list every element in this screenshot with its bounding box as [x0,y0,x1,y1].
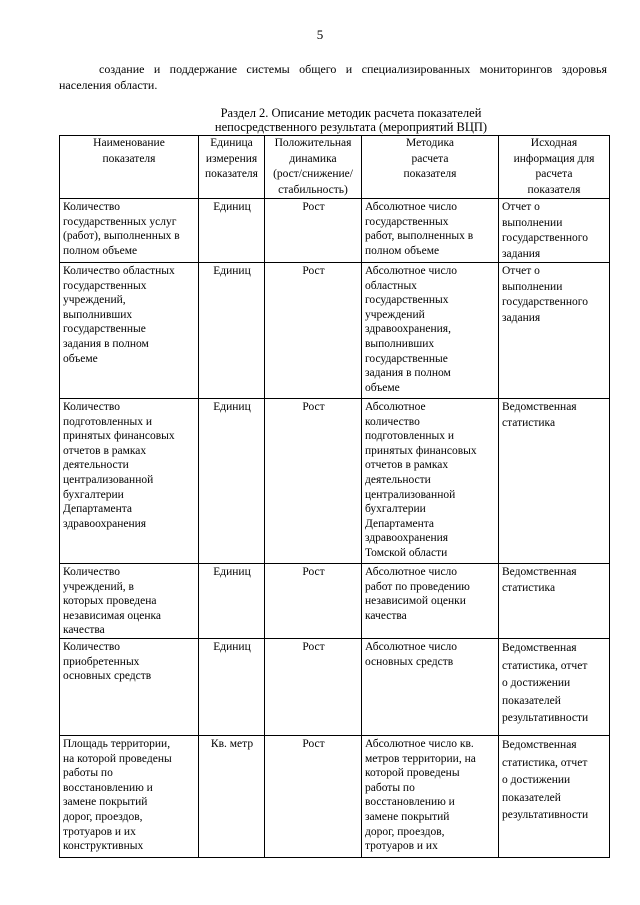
cell-text-line: Наименование [93,137,165,149]
table-row [60,263,610,399]
table-row [60,399,610,564]
cell-text-line: Абсолютное [365,401,426,413]
cell-text-line: замене покрытий [365,810,450,823]
cell-text-line: Департамента [365,517,435,530]
cell-text-line: выполнении [502,216,563,229]
cell-dynamics: Рост [265,263,362,399]
cell-text-line: объеме [365,381,400,394]
section-heading-line: Раздел 2. Описание методик расчета показателей [220,106,482,120]
cell-text-line: (работ), выполненных в [63,230,180,243]
cell-unit: Единиц [199,564,265,639]
cell-text-line: результативности [502,809,589,821]
cell-text-line: расчета [411,152,449,165]
cell-text-line: статистика, отчет [502,756,588,769]
cell-unit: Единиц [199,399,265,564]
cell-text-line: показателя [527,183,581,196]
cell-name [60,639,199,736]
cell-text-line: метров территории, на [365,752,476,765]
cell-text-line: выполнивших [365,337,435,350]
cell-text-line: Площадь территории, [63,738,171,750]
cell-text-line: информация для [513,152,595,165]
cell-text-line: тротуаров и их [63,825,136,838]
cell-text-line: независимой оценки [365,595,466,608]
cell-text-line: централизованной [63,473,154,486]
header-cell-name [60,136,199,199]
cell-method [362,736,499,858]
cell-unit: Единиц [199,263,265,399]
cell-text-line: конструктивных [63,840,144,853]
cell-text-line: полном объеме [365,244,440,257]
cell-text-line: государственных [365,294,449,307]
cell-method [362,639,499,736]
table-row [60,639,610,736]
cell-text-line: задания в полном [365,367,451,380]
cell-method [362,564,499,639]
cell-text-line: динамика [289,152,337,165]
table-row [60,199,610,263]
table-row [60,564,610,639]
cell-text-line: отчетов в рамках [365,459,449,472]
cell-text-line: восстановлению и [365,796,455,809]
cell-text-line: Департамента [63,503,133,516]
page-number: 5 [316,27,324,42]
cell-text-line: Исходная [530,137,578,149]
cell-text-line: независимая оценка [63,609,162,622]
cell-text-line: работ, выполненных в [365,230,474,243]
cell-text-line: измерения [205,152,258,165]
cell-text-line: качества [365,609,407,622]
cell-text-line: Томской области [365,546,448,559]
cell-text-line: Отчет о [502,201,540,213]
cell-dynamics: Рост [265,639,362,736]
cell-text-line: государственные [63,323,146,336]
cell-text-line: учреждений [365,308,425,321]
cell-text-line: государственных [63,279,147,292]
cell-text-line: принятых финансовых [63,430,175,443]
cell-text-line: (рост/снижение/ [273,168,353,180]
cell-text-line: здравоохранения [365,532,449,545]
cell-text-line: Абсолютное число [365,265,458,277]
indicators-table [59,135,610,858]
cell-text-line: замене покрытий [63,796,148,809]
cell-text-line: государственного [502,296,588,308]
cell-text-line: Ведомственная [502,401,577,413]
cell-text-line: здравоохранения [63,517,147,530]
cell-text-line: дорог, проездов, [365,825,445,838]
cell-method [362,263,499,399]
cell-text-line: деятельности [63,459,129,472]
cell-text-line: подготовленных и [63,415,153,428]
cell-text-line: Количество областных [63,265,175,277]
cell-text-line: статистика [502,581,556,594]
cell-dynamics: Рост [265,564,362,639]
cell-text-line: стабильность) [278,183,348,196]
cell-name [60,263,199,399]
cell-text-line: Методика [406,137,454,149]
cell-text-line: Абсолютное число [365,566,458,578]
cell-name [60,736,199,858]
cell-text-line: Ведомственная [502,642,577,654]
cell-text-line: деятельности [365,473,431,486]
cell-dynamics: Рост [265,199,362,263]
cell-text-line: основных средств [63,670,152,683]
cell-text-line: объеме [63,352,98,365]
cell-text-line: Ведомственная [502,566,577,578]
cell-text-line: централизованной [365,488,456,501]
cell-text-line: качества [63,624,105,637]
cell-dynamics: Рост [265,399,362,564]
cell-text-line: областных [365,279,417,292]
cell-text-line: приобретенных [63,655,140,668]
cell-text-line: задания [502,311,541,324]
cell-text-line: государственных [365,215,449,228]
cell-dynamics: Рост [265,736,362,858]
cell-text-line: государственного [502,232,588,244]
cell-text-line: статистика [502,416,556,429]
cell-unit: Единиц [199,639,265,736]
cell-text-line: Абсолютное число [365,641,458,653]
cell-method [362,399,499,564]
cell-source [499,564,610,639]
cell-name [60,564,199,639]
cell-text-line: бухгалтерии [63,488,124,501]
cell-method [362,199,499,263]
cell-text-line: государственные [365,352,448,365]
cell-text-line: расчета [535,168,573,180]
cell-text-line: учреждений, [63,294,126,307]
table-header-row [60,136,610,199]
cell-text-line: на которой проведены [63,752,172,765]
cell-source [499,199,610,263]
cell-text-line: бухгалтерии [365,503,426,516]
cell-text-line: здравоохранения, [365,323,451,336]
cell-text-line: показателя [205,168,258,180]
cell-source [499,639,610,736]
section-heading-line: непосредственного результата (мероприятий ВЦП) [214,120,488,134]
section-heading [0,106,640,134]
cell-text-line: Ведомственная [502,739,577,751]
cell-text-line: Абсолютное число кв. [365,738,474,750]
table-row [60,736,610,858]
cell-text-line: статистика, отчет [502,659,588,672]
cell-unit: Кв. метр [199,736,265,858]
cell-text-line: выполнивших [63,308,133,321]
cell-text-line: тротуаров и их [365,840,438,853]
cell-text-line: подготовленных и [365,430,455,443]
cell-text-line: Единица [210,137,253,149]
cell-text-line: Количество [63,201,120,213]
cell-text-line: работ по проведению [365,580,470,593]
header-cell-unit [199,136,265,199]
header-cell-dynamics [265,136,362,199]
cell-text-line: принятых финансовых [365,444,477,457]
cell-text-line: которой проведены [365,767,460,780]
cell-text-line: показателя [102,152,156,165]
cell-source [499,399,610,564]
cell-text-line: выполнении [502,280,563,293]
cell-text-line: о достижении [502,774,571,786]
cell-text-line: задания [502,247,541,260]
cell-text-line: учреждений, в [63,580,134,593]
cell-text-line: Положительная [274,137,352,149]
cell-text-line: восстановлению и [63,781,153,794]
intro-paragraph: создание и поддержание системы общего и специализированных мониторингов здоровья населения области. [59,62,607,92]
cell-source [499,263,610,399]
cell-text-line: работы по [365,781,415,794]
cell-source [499,736,610,858]
cell-text-line: Количество [63,401,120,413]
cell-text-line: Отчет о [502,265,540,277]
cell-text-line: полном объеме [63,244,138,257]
cell-text-line: которых проведена [63,595,157,608]
cell-text-line: отчетов в рамках [63,444,147,457]
cell-text-line: Количество [63,566,120,578]
cell-text-line: показателей [502,791,561,804]
cell-text-line: о достижении [502,677,571,689]
cell-text-line: задания в полном [63,337,149,350]
cell-text-line: дорог, проездов, [63,810,143,823]
cell-text-line: количество [365,415,420,428]
header-cell-source [499,136,610,199]
cell-name [60,399,199,564]
cell-text-line: Количество [63,641,120,653]
cell-unit: Единиц [199,199,265,263]
header-cell-method [362,136,499,199]
cell-text-line: государственных услуг [63,215,177,228]
cell-text-line: показателей [502,694,561,707]
cell-text-line: работы по [63,767,113,780]
cell-name [60,199,199,263]
cell-text-line: Абсолютное число [365,201,458,213]
cell-text-line: основных средств [365,655,454,668]
cell-text-line: показателя [403,168,457,180]
cell-text-line: результативности [502,712,589,724]
